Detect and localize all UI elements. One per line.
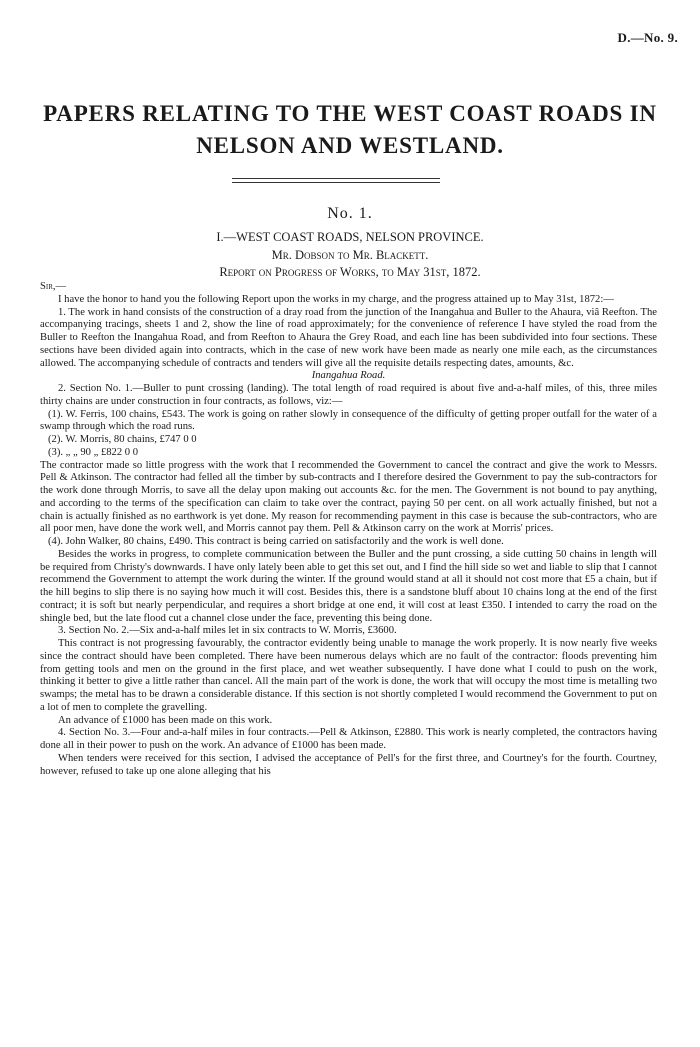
title-divider-bottom — [232, 182, 440, 183]
document-number: No. 1. — [327, 205, 373, 222]
contract-item: (4). John Walker, 80 chains, £490. This contract is being carried on satisfactorily and the work is well done. — [48, 536, 504, 547]
paragraph: Besides the works in progress, to complete communication between the Buller and the punt crossing, a side cutting 50 chains in length will be required from Christy's downwards. I have only lately been able to get this set out, and I find the hill side so wet and liable to slip that I cannot recommend the Government to attempt the work during the winter. If the ground would stand at all it should not cost more that £5 a chain, but if the hill begins to slip there is no saying how much it will cost. Besides this, there is a sandstone bluff about 10 chains long at the end of the first contract; it is soft but nearly perpendicular, and requires a short bridge at one end, it will cost at least £350. I intended to carry the road on the shingle bed, but the late flood cut a channel close under the face, preventing this being done. — [40, 548, 657, 624]
contract-item: (1). W. Ferris, 100 chains, £543. The work is going on rather slowly in consequence of the difficulty of getting proper outfall for the water of a swamp through which the road runs. — [40, 408, 657, 433]
paragraph: An advance of £1000 has been made on this work. — [58, 714, 273, 726]
salutation: Sir,— — [40, 281, 67, 292]
paragraph: The contractor made so little progress with the work that I recommended the Government to cancel the contract and give the work to Messrs. Pell & Atkinson. The contractor had felled all the timber by sub-contracts and I therefore desired the Government to pay the sub-contractors for the work done through Morris, to save all the delay upon making out accounts &c. for the men. The Government is not bound to pay anything, and according to the terms of the specification can claim to take over the contract, paying 50 per cent. on all work actually finished, but not a chain is actually finished as no earthwork is yet done. My reason for recommending payment in this case is because the sub-contractors, who are all poor men, have done the work well, and Morris cannot pay them. Pell & Atkinson carry on the work at Morris' prices. — [40, 459, 657, 535]
document-title: PAPERS RELATING TO THE WEST COAST ROADS IN NELSON AND WESTLAND. — [43, 101, 657, 158]
paragraph: I have the honor to hand you the following Report upon the works in my charge, and the progress attained up to May 31st, 1872:— — [58, 293, 614, 305]
paragraph: 1. The work in hand consists of the construction of a dray road from the junction of the Inangahua and Buller to the Ahaura, viâ Reefton. The accompanying tracings, sheets 1 and 2, show the line of road approximately; for the convenience of reference I have styled the road from the Buller to Reefton the Inangahua Road, and from Reefton to Ahaura the Grey Road, and each line has been subdivided into four sections. These sections have been divided again into contracts, which in the case of new work have been made as nearly one mile each, as the circumstances allowed. The accompanying schedule of contracts and tenders will give all the requisite details respecting dates, amounts, &c. — [40, 306, 657, 369]
paragraph: 3. Section No. 2.—Six and-a-half miles let in six contracts to W. Morris, £3600. — [58, 625, 397, 637]
paragraph: This contract is not progressing favourably, the contractor evidently being unable to manage the work properly. It is now nearly five weeks since the contract should have been completed. There have been numerous delays which are no fault of the contractor: floods preventing him from getting tools and men on the ground in the first place, and wet weather subsequently. I have done what I could to push on the work, thinking it better to give a little rather than cancel. All the main part of the work is done, the work that will occupy the most time is metalling two swamps; the metal has to be drawn a considerable distance. If this section is not shortly completed I would recommend the Government to put on a lot of men to complete the gravelling. — [40, 638, 657, 713]
title-divider-top — [232, 178, 440, 179]
page-reference: D.—No. 9. — [617, 30, 678, 45]
correspondence-header: Mr. Dobson to Mr. Blackett. — [271, 248, 429, 262]
section-title: I.—WEST COAST ROADS, NELSON PROVINCE. — [216, 230, 484, 244]
report-body — [40, 281, 657, 778]
contract-item: (3). „ „ 90 „ £822 0 0 — [48, 446, 139, 458]
subheading: Inangahua Road. — [311, 370, 386, 382]
paragraph: 4. Section No. 3.—Four and-a-half miles in four contracts.—Pell & Atkinson, £2880. This work is nearly completed, the contractors having done all in their power to push on the work. An advance of £1000 has been made. — [40, 727, 657, 751]
paragraph: 2. Section No. 1.—Buller to punt crossing (landing). The total length of road required is about five and-a-half miles, of this, three miles thirty chains are under construction in four contracts, as follows, viz:— — [40, 383, 657, 407]
paragraph: When tenders were received for this section, I advised the acceptance of Pell's for the first three, and Courtney's for the fourth. Courtney, however, refused to take up one alone alleging that his — [40, 752, 657, 777]
contract-item: (2). W. Morris, 80 chains, £747 0 0 — [48, 434, 197, 445]
report-title: Report on Progress of Works, to May 31st, 1872. — [219, 265, 481, 279]
